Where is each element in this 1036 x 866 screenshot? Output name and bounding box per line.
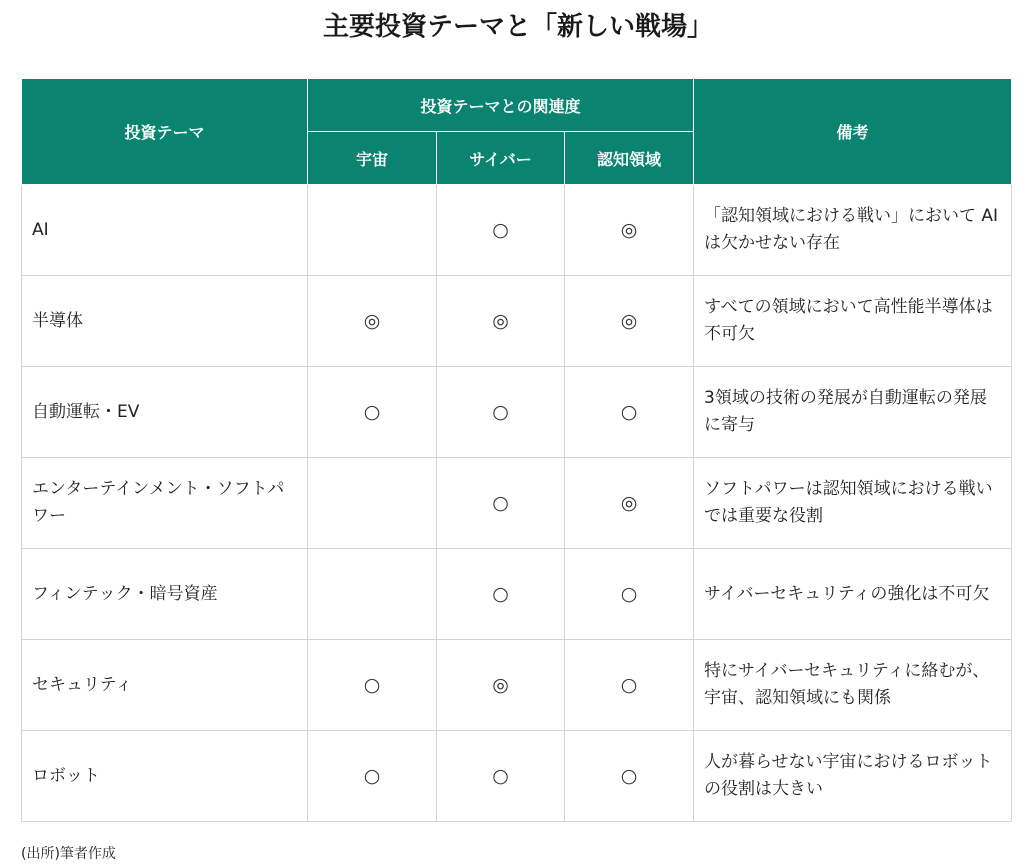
cognitive-relevance-cell: ○ — [565, 731, 694, 822]
space-relevance-cell — [308, 549, 437, 640]
space-relevance-cell: ○ — [308, 367, 437, 458]
header-space: 宇宙 — [308, 132, 437, 185]
table-row — [22, 458, 1012, 549]
header-cognitive: 認知領域 — [565, 132, 694, 185]
table-row — [22, 549, 1012, 640]
remarks-cell: すべての領域において高性能半導体は不可欠 — [694, 276, 1012, 367]
header-remarks: 備考 — [694, 79, 1012, 185]
theme-cell: エンターテインメント・ソフトパワー — [22, 458, 308, 549]
investment-theme-table — [21, 78, 1012, 822]
remarks-cell: ソフトパワーは認知領域における戦いでは重要な役割 — [694, 458, 1012, 549]
cyber-relevance-cell: ◎ — [437, 276, 565, 367]
cyber-relevance-cell: ○ — [437, 458, 565, 549]
theme-cell: AI — [22, 185, 308, 276]
space-relevance-cell — [308, 185, 437, 276]
theme-cell: フィンテック・暗号資産 — [22, 549, 308, 640]
table-row — [22, 276, 1012, 367]
table-row — [22, 185, 1012, 276]
remarks-cell: 人が暮らせない宇宙におけるロボットの役割は大きい — [694, 731, 1012, 822]
cognitive-relevance-cell: ○ — [565, 549, 694, 640]
table-row — [22, 367, 1012, 458]
cyber-relevance-cell: ◎ — [437, 640, 565, 731]
remarks-cell: 3領域の技術の発展が自動運転の発展に寄与 — [694, 367, 1012, 458]
theme-cell: 自動運転・EV — [22, 367, 308, 458]
theme-cell: ロボット — [22, 731, 308, 822]
space-relevance-cell: ◎ — [308, 276, 437, 367]
space-relevance-cell — [308, 458, 437, 549]
cyber-relevance-cell: ○ — [437, 185, 565, 276]
header-relation: 投資テーマとの関連度 — [308, 79, 694, 132]
header-cyber: サイバー — [437, 132, 565, 185]
cognitive-relevance-cell: ◎ — [565, 276, 694, 367]
header-theme: 投資テーマ — [22, 79, 308, 185]
source-note: (出所)筆者作成 — [21, 846, 116, 862]
cyber-relevance-cell: ○ — [437, 731, 565, 822]
remarks-cell: 特にサイバーセキュリティに絡むが、宇宙、認知領域にも関係 — [694, 640, 1012, 731]
cognitive-relevance-cell: ◎ — [565, 185, 694, 276]
remarks-cell: サイバーセキュリティの強化は不可欠 — [694, 549, 1012, 640]
cognitive-relevance-cell: ◎ — [565, 458, 694, 549]
cognitive-relevance-cell: ○ — [565, 367, 694, 458]
page-title: 主要投資テーマと「新しい戦場」 — [322, 12, 713, 42]
space-relevance-cell: ○ — [308, 731, 437, 822]
cyber-relevance-cell: ○ — [437, 367, 565, 458]
space-relevance-cell: ○ — [308, 640, 437, 731]
cyber-relevance-cell: ○ — [437, 549, 565, 640]
table-row — [22, 731, 1012, 822]
theme-cell: 半導体 — [22, 276, 308, 367]
theme-cell: セキュリティ — [22, 640, 308, 731]
table-row — [22, 640, 1012, 731]
cognitive-relevance-cell: ○ — [565, 640, 694, 731]
remarks-cell: 「認知領域における戦い」において AIは欠かせない存在 — [694, 185, 1012, 276]
